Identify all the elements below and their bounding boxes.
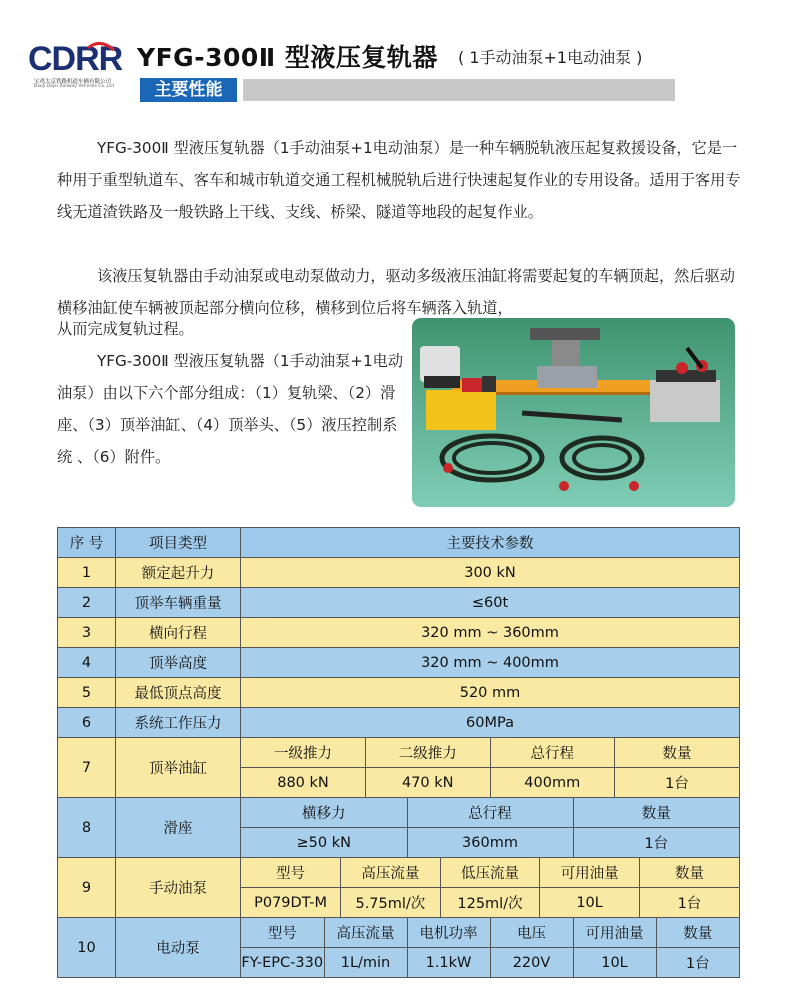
sub-header: 可用油量 — [573, 918, 656, 948]
sub-value: FY-EPC-330 — [241, 948, 324, 978]
row-no: 5 — [58, 678, 116, 708]
sub-value: 400mm — [490, 768, 615, 798]
row-no: 7 — [58, 738, 116, 798]
row-no: 10 — [58, 918, 116, 978]
sub-value: 1台 — [615, 768, 740, 798]
sub-header: 数量 — [615, 738, 740, 768]
row-item: 顶举高度 — [116, 648, 241, 678]
sub-value: 5.75ml/次 — [341, 888, 441, 918]
sub-header: 数量 — [639, 858, 739, 888]
row-item: 额定起升力 — [116, 558, 241, 588]
sub-header: 一级推力 — [241, 738, 366, 768]
row-no: 6 — [58, 708, 116, 738]
sub-header: 高压流量 — [341, 858, 441, 888]
electric-pump-subtable — [241, 918, 739, 977]
sub-value: 220V — [490, 948, 573, 978]
row-no: 4 — [58, 648, 116, 678]
row-item: 横向行程 — [116, 618, 241, 648]
sub-header: 总行程 — [490, 738, 615, 768]
row-value: 60MPa — [241, 708, 740, 738]
slide-subtable — [241, 798, 739, 857]
table-row — [58, 708, 740, 738]
sub-value: 1.1kW — [407, 948, 490, 978]
row-value: ≤60t — [241, 588, 740, 618]
row-no: 9 — [58, 858, 116, 918]
company-logo — [28, 40, 128, 90]
sub-header: 二级推力 — [366, 738, 491, 768]
sub-header: 总行程 — [407, 798, 573, 828]
sub-header: 电机功率 — [407, 918, 490, 948]
row-no: 1 — [58, 558, 116, 588]
sub-value: 10L — [540, 888, 640, 918]
sub-header: 数量 — [573, 798, 739, 828]
sub-value: 1L/min — [324, 948, 407, 978]
manual-pump-subtable — [241, 858, 739, 917]
table-row-cylinder — [58, 738, 740, 798]
sub-value: ≥50 kN — [241, 828, 407, 858]
table-row-electric-pump — [58, 918, 740, 978]
logo-company-en: Baoji Dajin Railway Vehicles Co.,Ltd — [34, 84, 115, 89]
header-params: 主要技术参数 — [241, 528, 740, 558]
sub-value: 125ml/次 — [440, 888, 540, 918]
table-row — [58, 558, 740, 588]
intro-paragraph: YFG-300Ⅱ 型液压复轨器（1手动油泵+1电动油泵）是一种车辆脱轨液压起复救援设备，它是一种用于重型轨道车、客车和城市轨道交通工程机械脱轨后进行快速起复作业的专用设备。适用于客用专线无道渣铁路及一般铁路上干线、支线、桥梁、隧道等地段的起复作业。 — [57, 139, 741, 221]
table-row — [58, 588, 740, 618]
sub-value: 1台 — [656, 948, 739, 978]
sub-value: 360mm — [407, 828, 573, 858]
section-bar — [243, 79, 675, 101]
table-row — [58, 618, 740, 648]
sub-header: 型号 — [241, 918, 324, 948]
sub-value: 470 kN — [366, 768, 491, 798]
page-title: YFG-300Ⅱ 型液压复轨器 — [137, 43, 438, 72]
sub-header: 低压流量 — [440, 858, 540, 888]
table-row-manual-pump — [58, 858, 740, 918]
table-row — [58, 678, 740, 708]
row-no: 2 — [58, 588, 116, 618]
header-no: 序 号 — [58, 528, 116, 558]
logo-lettering: CDRR — [28, 40, 123, 76]
row-item: 滑座 — [116, 798, 241, 858]
sub-value: 10L — [573, 948, 656, 978]
cdrr-logo-icon — [28, 40, 128, 76]
table-row — [58, 648, 740, 678]
sub-value: 1台 — [639, 888, 739, 918]
power-paragraph-end: 从而完成复轨过程。 — [57, 320, 194, 338]
hydraulic-rerailer-photo-icon — [412, 318, 735, 507]
table-header-row — [58, 528, 740, 558]
row-item: 顶举油缸 — [116, 738, 241, 798]
spec-table — [57, 527, 740, 978]
product-photo — [412, 318, 735, 507]
sub-value: P079DT-M — [241, 888, 341, 918]
components-paragraph: YFG-300Ⅱ 型液压复轨器（1手动油泵+1电动油泵）由以下六个部分组成：（1）复轨梁、（2）滑座、（3）顶举油缸、（4）顶举头、（5）液压控制系统 、（6）附件。 — [57, 352, 404, 466]
sub-value: 880 kN — [241, 768, 366, 798]
row-value: 320 mm ~ 360mm — [241, 618, 740, 648]
sub-header: 数量 — [656, 918, 739, 948]
cylinder-subtable — [241, 738, 739, 797]
row-value: 300 kN — [241, 558, 740, 588]
sub-value: 1台 — [573, 828, 739, 858]
page-subtitle: ( 1手动油泵+1电动油泵 ) — [458, 48, 643, 67]
sub-header: 可用油量 — [540, 858, 640, 888]
row-no: 3 — [58, 618, 116, 648]
row-value: 520 mm — [241, 678, 740, 708]
table-row-slide — [58, 798, 740, 858]
row-item: 最低顶点高度 — [116, 678, 241, 708]
sub-header: 电压 — [490, 918, 573, 948]
header-item: 项目类型 — [116, 528, 241, 558]
row-item: 电动泵 — [116, 918, 241, 978]
row-value: 320 mm ~ 400mm — [241, 648, 740, 678]
row-item: 手动油泵 — [116, 858, 241, 918]
power-paragraph: 该液压复轨器由手动油泵或电动泵做动力，驱动多级液压油缸将需要起复的车辆顶起，然后驱动横移油缸使车辆被顶起部分横向位移，横移到位后将车辆落入轨道， — [57, 267, 735, 317]
logo-company-cn: 宝鸡大京铁路机道车辆有限公司 — [34, 79, 112, 85]
row-no: 8 — [58, 798, 116, 858]
row-item: 顶举车辆重量 — [116, 588, 241, 618]
section-tag: 主要性能 — [140, 78, 237, 102]
sub-header: 高压流量 — [324, 918, 407, 948]
sub-header: 型号 — [241, 858, 341, 888]
sub-header: 横移力 — [241, 798, 407, 828]
row-item: 系统工作压力 — [116, 708, 241, 738]
